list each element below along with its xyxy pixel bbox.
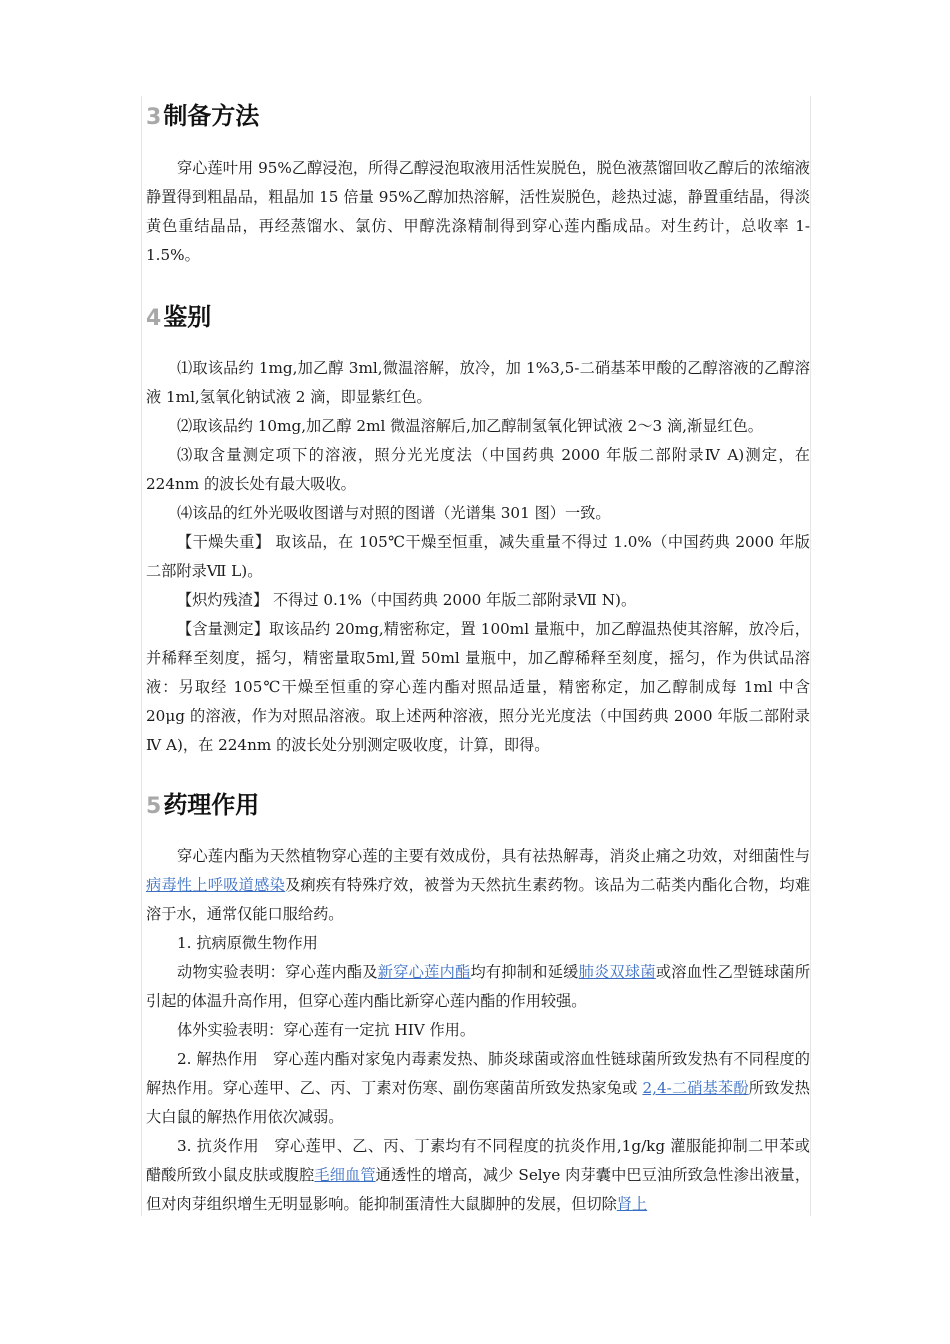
paragraph: 体外实验表明：穿心莲有一定抗 HIV 作用。: [177, 1021, 476, 1039]
link-pneumococcus[interactable]: 肺炎双球菌: [578, 963, 656, 981]
text-run: 均有抑制和延缓: [470, 963, 579, 981]
section-heading-5: [146, 790, 259, 822]
section-heading-4: [146, 302, 211, 334]
link-dinitrophenol[interactable]: 2,4-二硝基苯酚: [642, 1079, 749, 1097]
paragraph: [146, 1132, 810, 1219]
text-run: 动物实验表明：穿心莲内酯及: [177, 963, 378, 981]
paragraph: [146, 958, 810, 1016]
subheading: 1. 抗病原微生物作用: [177, 934, 318, 952]
text-run: 通透性的增高，减少 Selye 肉芽囊中巴豆油所致急性渗出液量，但对肉芽组织增生无明显影响。能抑制蛋清性大鼠脚肿的发展，但切除: [146, 1166, 811, 1213]
link-neoandrographolide[interactable]: 新穿心莲内酯: [377, 963, 471, 981]
paragraph: 【含量测定】取该品约 20mg,精密称定，置 100ml 量瓶中，加乙醇温热使其溶解，放冷后，并稀释至刻度，摇匀，精密量取5ml,置 50ml 量瓶中，加乙醇稀释至刻度，摇匀，作为供试品溶液：另取经 105℃干燥至恒重的穿心莲内酯对照品适量，精密称定，加乙醇制成每 1ml 中含 20μg 的溶液，作为对照品溶液。取上述两种溶液，照分光光度法（中国药典 2000 年版二部附录Ⅳ A)，在 224nm 的波长处分别测定吸收度，计算，即得。: [146, 620, 810, 754]
paragraph: ⑶取含量测定项下的溶液，照分光光度法（中国药典 2000 年版二部附录Ⅳ A)测定，在 224nm 的波长处有最大吸收。: [146, 446, 810, 493]
section-title: 制备方法: [163, 102, 260, 130]
paragraph: ⑷该品的红外光吸收图谱与对照的图谱（光谱集 301 图）一致。: [177, 504, 611, 522]
paragraph: 【干燥失重】 取该品，在 105℃干燥至恒重，减失重量不得过 1.0%（中国药典 2000 年版二部附录Ⅶ L)。: [146, 533, 810, 580]
link-viral-uri[interactable]: 病毒性上呼吸道感染: [146, 876, 286, 894]
paragraph: [146, 1045, 810, 1132]
section-title: 药理作用: [163, 791, 260, 819]
paragraph: ⑴取该品约 1mg,加乙醇 3ml,微温溶解，放冷，加 1%3,5-二硝基苯甲酸的乙醇溶液的乙醇溶液 1ml,氢氧化钠试液 2 滴，即显紫红色。: [146, 359, 810, 406]
text-run: 所致发热大白鼠的解热作用依次减弱。: [146, 1079, 810, 1126]
section-number: 3: [146, 105, 162, 130]
paragraph: 穿心莲叶用 95%乙醇浸泡，所得乙醇浸泡取液用活性炭脱色，脱色液蒸馏回收乙醇后的浓缩液静置得到粗晶品，粗晶加 15 倍量 95%乙醇加热溶解，活性炭脱色，趁热过滤，静置重结晶，得淡黄色重结晶品，再经蒸馏水、氯仿、甲醇洗涤精制得到穿心莲内酯成品。对生药计，总收率 1-1.5%。: [146, 159, 810, 264]
paragraph: ⑵取该品约 10mg,加乙醇 2ml 微温溶解后,加乙醇制氢氧化钾试液 2～3 滴,渐显红色。: [177, 417, 763, 435]
text-run: 及痢疾有特殊疗效，被誉为天然抗生素药物。该品为二萜类内酯化合物，均难溶于水，通常仅能口服给药。: [146, 876, 811, 923]
paragraph: 【炽灼残渣】 不得过 0.1%（中国药典 2000 年版二部附录Ⅶ N)。: [177, 591, 637, 609]
section-heading-3: [146, 101, 259, 133]
link-capillary[interactable]: 毛细血管: [314, 1166, 376, 1184]
text-run: 穿心莲内酯为天然植物穿心莲的主要有效成份，具有祛热解毒，消炎止痛之功效，对细菌性与: [177, 847, 810, 865]
section-number: 4: [146, 306, 162, 331]
text-run: 3. 抗炎作用 穿心莲甲、乙、丙、丁素均有不同程度的抗炎作用,1g/kg 灌服能抑制二甲苯或醋酸所致小鼠皮肤或腹腔: [146, 1137, 810, 1184]
link-adrenal[interactable]: 肾上: [616, 1195, 648, 1213]
section-title: 鉴别: [163, 303, 212, 331]
section-number: 5: [146, 794, 162, 819]
text-run: 或溶血性乙型链球菌所引起的体温升高作用，但穿心莲内酯比新穿心莲内酯的作用较强。: [146, 963, 811, 1010]
paragraph: [146, 842, 810, 929]
text-run: 2. 解热作用 穿心莲内酯对家兔内毒素发热、肺炎球菌或溶血性链球菌所致发热有不同程度的解热作用。穿心莲甲、乙、丙、丁素对伤寒、副伤寒菌苗所致发热家兔或: [146, 1050, 810, 1097]
document-page: [141, 96, 811, 1216]
